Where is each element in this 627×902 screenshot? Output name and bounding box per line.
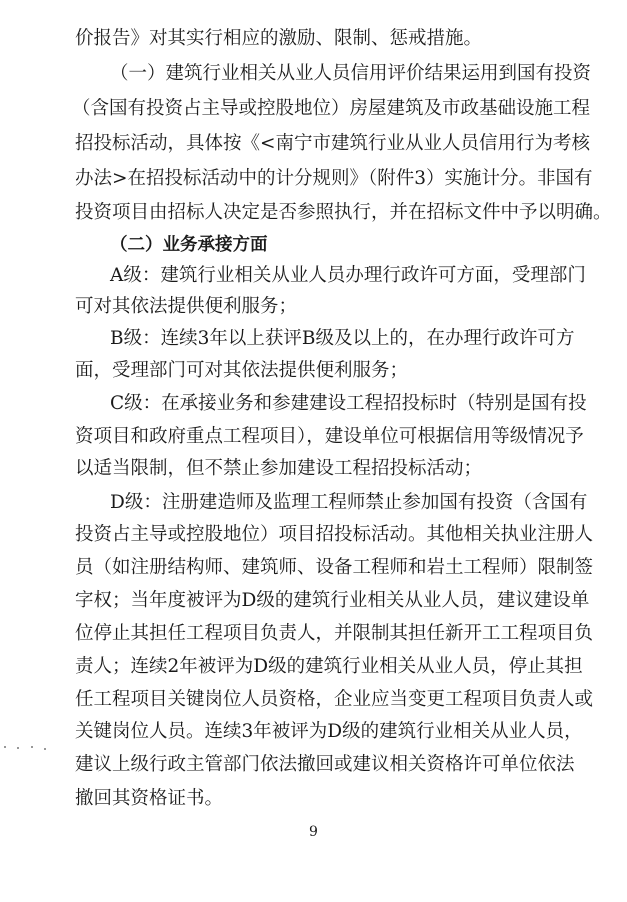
text-line: D级：注册建造师及监理工程师禁止参加国有投资（含国有 — [110, 492, 588, 513]
text-line: 位停止其担任工程项目负责人，并限制其担任新开工工程项目负 — [75, 623, 594, 644]
text-line: 价报告》对其实行相应的激励、限制、惩戒措施。 — [75, 28, 483, 49]
text-line: 资项目和政府重点工程项目），建设单位可根据信用等级情况予 — [75, 426, 584, 447]
page-number: 9 — [309, 824, 318, 840]
text-line: 可对其依法提供便利服务； — [75, 296, 298, 317]
text-line: 投资占主导或控股地位）项目招投标活动。其他相关执业注册人 — [75, 524, 594, 545]
text-line: 员（如注册结构师、建筑师、设备工程师和岩土工程师）限制签 — [75, 557, 594, 578]
scan-speck-marks — [0, 742, 60, 752]
text-line: （一）建筑行业相关从业人员信用评价结果运用到国有投资 — [110, 63, 592, 84]
text-line: （含国有投资占主导或控股地位）房屋建筑及市政基础设施工程 — [72, 98, 591, 119]
text-line: C级：在承接业务和参建建设工程招投标时（特别是国有投 — [110, 393, 587, 414]
section-heading: （二）业务承接方面 — [110, 235, 268, 255]
text-line: 撤回其资格证书。 — [75, 788, 224, 809]
text-line: 招投标活动，具体按《<南宁市建筑行业从业人员信用行为考核 — [75, 133, 591, 154]
text-line: 字权；当年度被评为D级的建筑行业相关从业人员，建议建设单 — [75, 590, 590, 611]
text-line: B级：连续3年以上获评B级及以上的，在办理行政许可方 — [110, 328, 575, 349]
text-line: 建议上级行政主管部门依法撤回或建议相关资格许可单位依法 — [75, 754, 575, 775]
text-line: 责人；连续2年被评为D级的建筑行业相关从业人员，停止其担 — [75, 656, 583, 677]
text-line: 办法>在招投标活动中的计分规则》（附件3）实施计分。非国有 — [75, 168, 593, 189]
text-line: 任工程项目关键岗位人员资格，企业应当变更工程项目负责人或 — [75, 689, 594, 710]
text-line: 投资项目由招标人决定是否参照执行，并在招标文件中予以明确。 — [75, 202, 612, 223]
text-line: 面，受理部门可对其依法提供便利服务； — [75, 360, 409, 381]
text-line: 以适当限制，但不禁止参加建设工程招投标活动； — [75, 458, 483, 479]
text-line: 关键岗位人员。连续3年被评为D级的建筑行业相关从业人员， — [75, 721, 583, 742]
text-line: A级：建筑行业相关从业人员办理行政许可方面，受理部门 — [110, 265, 586, 286]
